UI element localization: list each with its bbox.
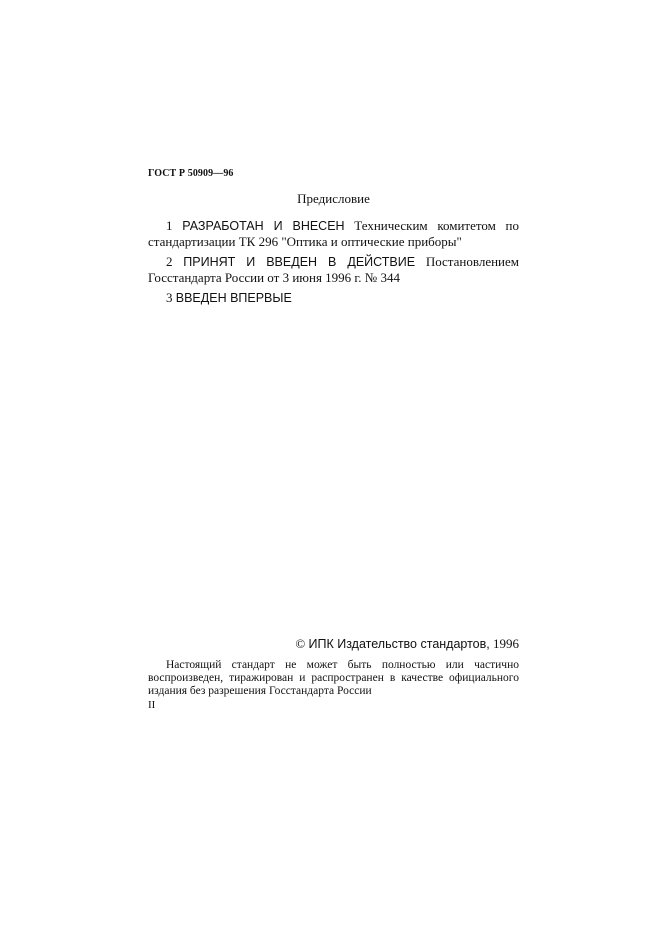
reproduction-notice: Настоящий стандарт не может быть полностью или частично воспроизведен, тиражирован и распространен в качестве официального издания без разрешения Госстандарта России xyxy=(148,659,519,697)
copyright-line xyxy=(148,636,519,652)
item-number: 1 xyxy=(166,218,173,233)
copyright-icon: © xyxy=(295,636,306,651)
item-heading: ПРИНЯТ И ВВЕДЕН В ДЕЙСТВИЕ xyxy=(183,255,416,269)
item-heading: ВВЕДЕН ВПЕРВЫЕ xyxy=(175,291,292,305)
foreword-item-1 xyxy=(148,218,519,250)
item-number: 2 xyxy=(166,254,173,269)
item-text: Постановлением Госстандарта России от 3 июня 1996 г. № 344 xyxy=(148,254,520,285)
copyright-publisher: ИПК Издательство стандартов, xyxy=(308,637,490,651)
foreword-title: Предисловие xyxy=(297,191,370,206)
item-number: 3 xyxy=(166,290,173,305)
page-number: II xyxy=(148,699,156,711)
document-code: ГОСТ Р 50909—96 xyxy=(148,168,234,179)
copyright-year: 1996 xyxy=(493,636,519,651)
item-heading: РАЗРАБОТАН И ВНЕСЕН xyxy=(182,219,345,233)
foreword-item-3 xyxy=(148,290,519,306)
item-text: Техническим комитетом по стандартизации ТК 296 "Оптика и оптические приборы" xyxy=(148,218,520,249)
foreword-item-2 xyxy=(148,254,519,286)
